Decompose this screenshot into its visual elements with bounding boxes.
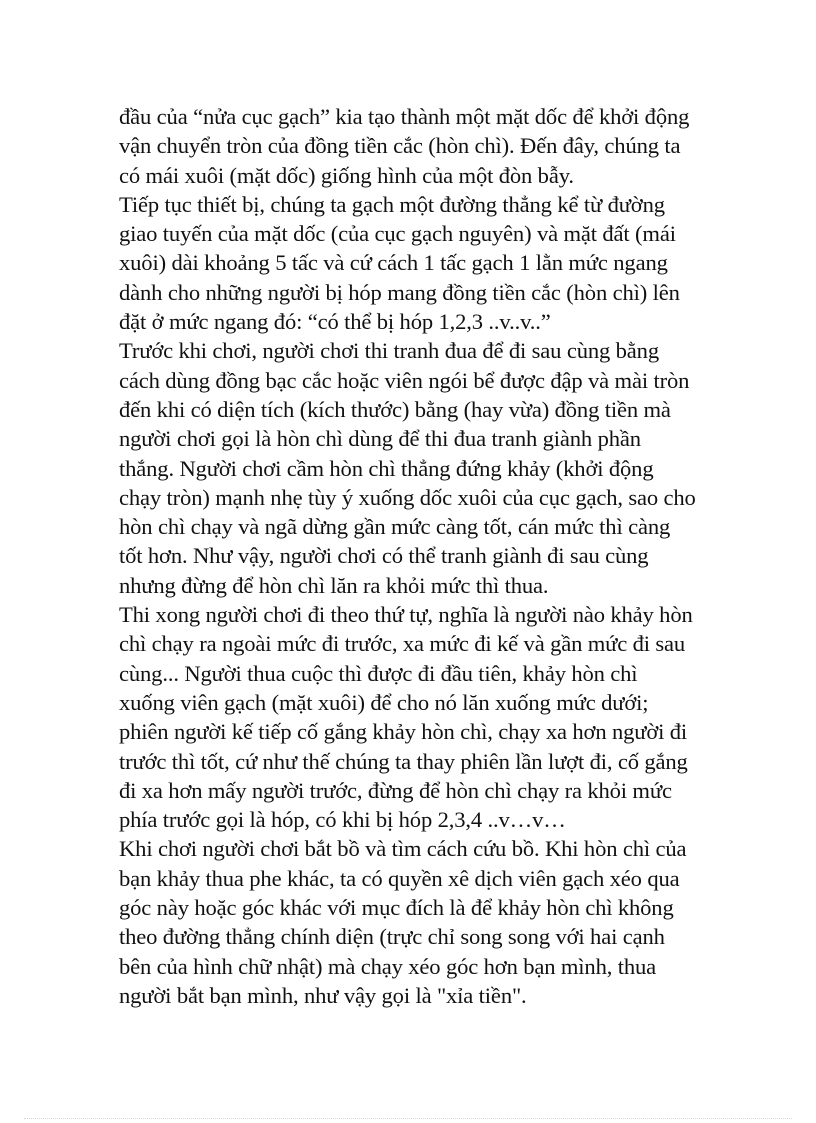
text-line: người chơi gọi là hòn chì dùng để thi đua tranh giành phần — [119, 426, 641, 452]
text-line: Trước khi chơi, người chơi thi tranh đua để đi sau cùng bằng — [119, 338, 659, 364]
text-line: tốt hơn. Như vậy, người chơi có thể tranh giành đi sau cùng — [119, 543, 649, 569]
text-line: nhưng đừng để hòn chì lăn ra khỏi mức thì thua. — [119, 572, 549, 598]
text-line: góc này hoặc góc khác với mục đích là để khảy hòn chì không — [119, 895, 674, 921]
body-text — [119, 102, 759, 1010]
text-line: Thi xong người chơi đi theo thứ tự, nghĩa là người nào khảy hòn — [119, 602, 693, 628]
text-line: phía trước gọi là hóp, có khi bị hóp 2,3,4 ..v…v… — [119, 807, 566, 833]
text-line: đến khi có diện tích (kích thước) bằng (hay vừa) đồng tiền mà — [119, 396, 671, 422]
text-line: người bắt bạn mình, như vậy gọi là "xỉa tiền". — [119, 982, 527, 1008]
page-bottom-divider — [24, 1118, 792, 1119]
text-line: cùng... Người thua cuộc thì được đi đầu tiên, khảy hòn chì — [119, 660, 638, 686]
text-line: Khi chơi người chơi bắt bồ và tìm cách cứu bồ. Khi hòn chì của — [119, 836, 687, 862]
text-line: thắng. Người chơi cầm hòn chì thẳng đứng khảy (khởi động — [119, 455, 654, 481]
text-line: có mái xuôi (mặt dốc) giống hình của một đòn bẫy. — [119, 162, 574, 188]
text-line: Tiếp tục thiết bị, chúng ta gạch một đường thẳng kể từ đường — [119, 191, 665, 217]
text-line: chì chạy ra ngoài mức đi trước, xa mức đi kế và gần mức đi sau — [119, 631, 686, 657]
text-line: đi xa hơn mấy người trước, đừng để hòn chì chạy ra khỏi mức — [119, 777, 672, 803]
text-line: đầu của “nửa cục gạch” kia tạo thành một mặt dốc để khởi động — [119, 104, 690, 129]
text-line: bạn khảy thua phe khác, ta có quyền xê dịch viên gạch xéo qua — [119, 865, 680, 891]
text-line: vận chuyển tròn của đồng tiền cắc (hòn chì). Đến đây, chúng ta — [119, 133, 681, 159]
text-line: đặt ở mức ngang đó: “có thể bị hóp 1,2,3 ..v..v..” — [119, 309, 551, 335]
text-line: hòn chì chạy và ngã dừng gần mức càng tốt, cán mức thì càng — [119, 514, 671, 540]
text-line: bên của hình chữ nhật) mà chạy xéo góc hơn bạn mình, thua — [119, 953, 657, 979]
text-line: xuôi) dài khoảng 5 tấc và cứ cách 1 tấc gạch 1 lằn mức ngang — [119, 250, 668, 276]
text-line: giao tuyến của mặt dốc (của cục gạch nguyên) và mặt đất (mái — [119, 221, 676, 247]
text-line: phiên người kế tiếp cố gắng khảy hòn chì, chạy xa hơn người đi — [119, 719, 688, 745]
text-line: trước thì tốt, cứ như thế chúng ta thay phiên lần lượt đi, cố gắng — [119, 748, 688, 774]
text-line: cách dùng đồng bạc cắc hoặc viên ngói bể được đập và mài tròn — [119, 367, 690, 393]
text-line: chạy tròn) mạnh nhẹ tùy ý xuống dốc xuôi của cục gạch, sao cho — [119, 484, 696, 510]
text-line: dành cho những người bị hóp mang đồng tiền cắc (hòn chì) lên — [119, 279, 680, 305]
text-line: xuống viên gạch (mặt xuôi) để cho nó lăn xuống mức dưới; — [119, 689, 649, 715]
text-line: theo đường thẳng chính diện (trực chỉ song song với hai cạnh — [119, 924, 665, 950]
